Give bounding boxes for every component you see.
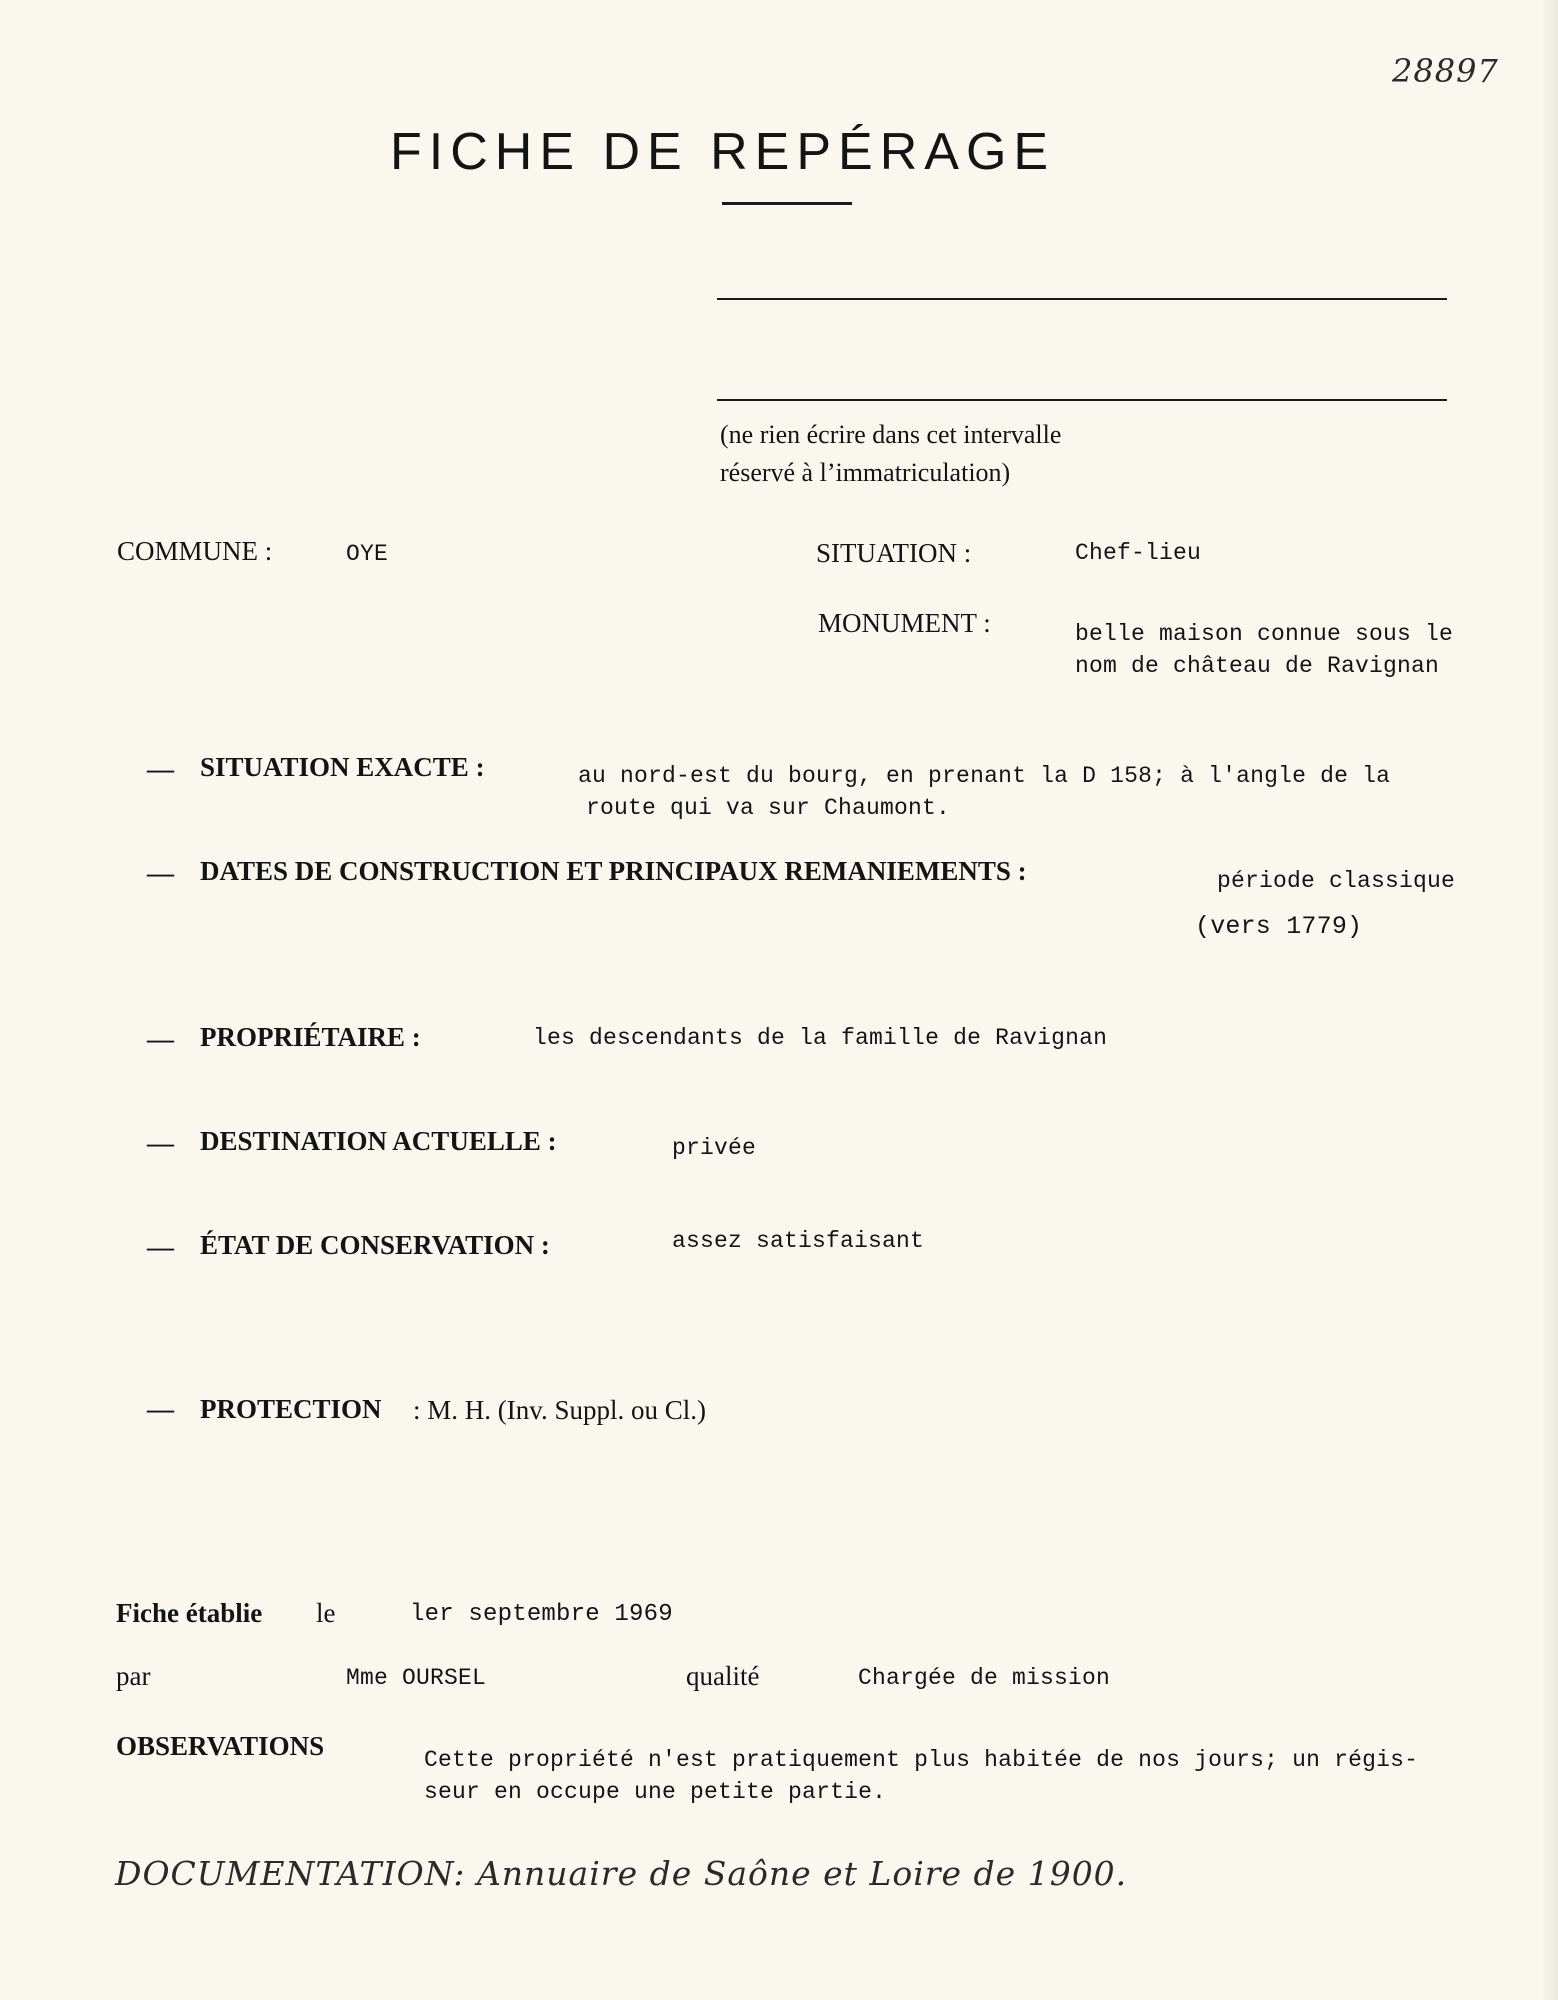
- proprietaire-value: les descendants de la famille de Ravignan: [533, 1025, 1108, 1051]
- situation-label: SITUATION :: [816, 538, 972, 568]
- bullet-dash: —: [147, 1394, 174, 1424]
- bullet-dash: —: [147, 1232, 174, 1262]
- situation-value: Chef-lieu: [1075, 540, 1202, 566]
- situation-exacte-value: [578, 760, 1390, 824]
- registration-note-line: (ne rien écrire dans cet intervalle: [720, 420, 1062, 449]
- observations-label: OBSERVATIONS: [116, 1731, 325, 1761]
- etat-value: assez satisfaisant: [672, 1228, 925, 1254]
- page-edge: [1540, 0, 1558, 2000]
- destination-label: DESTINATION ACTUELLE :: [200, 1126, 557, 1156]
- fiche-date: ler septembre 1969: [410, 1601, 673, 1628]
- bullet-dash: —: [147, 858, 174, 888]
- fiche-label: Fiche établie: [116, 1598, 263, 1628]
- commune-value: OYE: [346, 541, 389, 567]
- documentation-handwritten: DOCUMENTATION: Annuaire de Saône et Loire de 1900.: [115, 1854, 1128, 1893]
- title-underline: [722, 202, 852, 205]
- registration-line-2: [717, 399, 1447, 401]
- dates-value-line: (vers 1779): [1195, 912, 1363, 941]
- etat-label: ÉTAT DE CONSERVATION :: [200, 1230, 550, 1260]
- situation-exacte-line: route qui va sur Chaumont.: [586, 795, 951, 821]
- observations-value: [424, 1744, 1418, 1808]
- destination-value: privée: [672, 1135, 757, 1161]
- archive-number: 28897: [1392, 52, 1499, 90]
- observations-line: Cette propriété n'est pratiquement plus habitée de nos jours; un régis-: [424, 1747, 1419, 1773]
- monument-label: MONUMENT :: [818, 608, 991, 638]
- monument-value-line: belle maison connue sous le: [1075, 621, 1454, 647]
- proprietaire-label: PROPRIÉTAIRE :: [200, 1022, 421, 1052]
- registration-note-line: réservé à l’immatriculation): [720, 458, 1011, 487]
- qualite-label: qualité: [686, 1661, 760, 1691]
- dates-label: DATES DE CONSTRUCTION ET PRINCIPAUX REMANIEMENTS :: [200, 856, 1027, 886]
- bullet-dash: —: [147, 1024, 174, 1054]
- observations-line: seur en occupe une petite partie.: [424, 1779, 887, 1805]
- par-label: par: [116, 1661, 151, 1691]
- situation-exacte-line: au nord-est du bourg, en prenant la D 158; à l'angle de la: [578, 763, 1391, 789]
- monument-value-line: nom de château de Ravignan: [1075, 653, 1440, 679]
- dates-value-line: période classique: [1217, 868, 1456, 894]
- protection-value: : M. H. (Inv. Suppl. ou Cl.): [413, 1395, 707, 1425]
- bullet-dash: —: [147, 1128, 174, 1158]
- protection-label: PROTECTION: [200, 1394, 382, 1424]
- situation-exacte-label: SITUATION EXACTE :: [200, 752, 485, 782]
- page-title: FICHE DE REPÉRAGE: [390, 123, 1056, 181]
- fiche-le-label: le: [316, 1598, 336, 1628]
- bullet-dash: —: [147, 754, 174, 784]
- par-value: Mme OURSEL: [346, 1665, 487, 1691]
- qualite-value: Chargée de mission: [858, 1665, 1111, 1691]
- monument-value: [1075, 618, 1453, 682]
- registration-note: [720, 416, 1061, 492]
- commune-label: COMMUNE :: [117, 536, 273, 566]
- registration-line-1: [717, 298, 1447, 300]
